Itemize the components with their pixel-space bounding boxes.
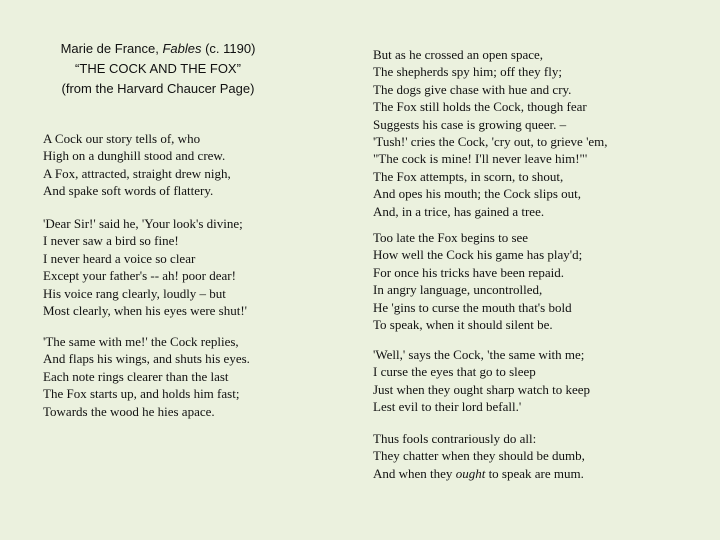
poem-line: Most clearly, when his eyes were shut!' — [43, 303, 248, 319]
poem-line: For once his tricks have been repaid. — [373, 264, 564, 280]
poem-line: And flaps his wings, and shuts his eyes. — [43, 351, 250, 367]
poem-line: I never heard a voice so clear — [43, 250, 196, 266]
poem-line: The Fox still holds the Cock, though fear — [373, 99, 587, 115]
poem-line: I never saw a bird so fine! — [43, 233, 179, 249]
final-line-end: to speak are mum. — [485, 465, 584, 481]
poem-line-final — [373, 465, 585, 482]
poem-line: In angry language, uncontrolled, — [373, 282, 543, 298]
poem-line: But as he crossed an open space, — [373, 47, 544, 62]
poem-line: 'Tush!' cries the Cock, 'cry out, to grieve 'em, — [373, 134, 608, 150]
right-stanza-2 — [373, 229, 582, 333]
poem-line: "The cock is mine! I'll never leave him!"' — [373, 151, 588, 167]
poem-line: Just when they ought sharp watch to keep — [373, 381, 590, 397]
author-prefix: Marie de France, — [60, 41, 163, 56]
poem-line: 'The same with me!' the Cock replies, — [43, 334, 239, 349]
poem-line: And opes his mouth; the Cock slips out, — [373, 186, 581, 202]
poem-line: The Fox starts up, and holds him fast; — [43, 386, 240, 402]
poem-line: Too late the Fox begins to see — [373, 230, 529, 245]
poem-line: The Fox attempts, in scorn, to shout, — [373, 168, 564, 184]
poem-line: Each note rings clearer than the last — [43, 368, 229, 384]
poem-line: To speak, when it should silent be. — [373, 317, 553, 333]
poem-title: “THE COCK AND THE FOX” — [75, 61, 241, 76]
work-title: Fables — [162, 41, 202, 56]
poem-line: 'Well,' says the Cock, 'the same with me; — [373, 347, 585, 362]
left-stanza-3 — [43, 333, 250, 420]
poem-line: 'Dear Sir!' said he, 'Your look's divine; — [43, 216, 243, 231]
final-line-start: And when they — [373, 465, 456, 481]
poem-line: High on a dunghill stood and crew. — [43, 148, 226, 164]
poem-line: And, in a trice, has gained a tree. — [373, 203, 545, 219]
date-suffix: (c. 1190) — [201, 41, 256, 56]
poem-line: How well the Cock his game has play'd; — [373, 247, 583, 263]
source-note: (from the Harvard Chaucer Page) — [61, 81, 255, 96]
emphasized-word: ought — [455, 465, 486, 481]
poem-header — [18, 39, 298, 99]
right-stanza-3 — [373, 346, 590, 416]
author-line — [18, 39, 298, 59]
poem-line: I curse the eyes that go to sleep — [373, 364, 536, 380]
poem-line: The shepherds spy him; off they fly; — [373, 64, 562, 80]
right-stanza-1 — [373, 46, 608, 220]
poem-line: A Fox, attracted, straight drew nigh, — [43, 165, 231, 181]
poem-line: Towards the wood he hies apace. — [43, 403, 215, 419]
poem-line: And spake soft words of flattery. — [43, 183, 214, 199]
poem-line: Lest evil to their lord befall.' — [373, 399, 522, 415]
poem-line: A Cock our story tells of, who — [43, 131, 201, 146]
poem-line: Suggests his case is growing queer. – — [373, 116, 567, 132]
left-stanza-1 — [43, 130, 231, 200]
poem-line: They chatter when they should be dumb, — [373, 448, 585, 464]
right-stanza-4 — [373, 430, 585, 482]
left-stanza-2 — [43, 215, 247, 319]
poem-line: He 'gins to curse the mouth that's bold — [373, 299, 572, 315]
poem-line: Except your father's -- ah! poor dear! — [43, 268, 236, 284]
poem-line: His voice rang clearly, loudly – but — [43, 285, 226, 301]
poem-line: The dogs give chase with hue and cry. — [373, 81, 572, 97]
poem-line: Thus fools contrariously do all: — [373, 431, 537, 446]
